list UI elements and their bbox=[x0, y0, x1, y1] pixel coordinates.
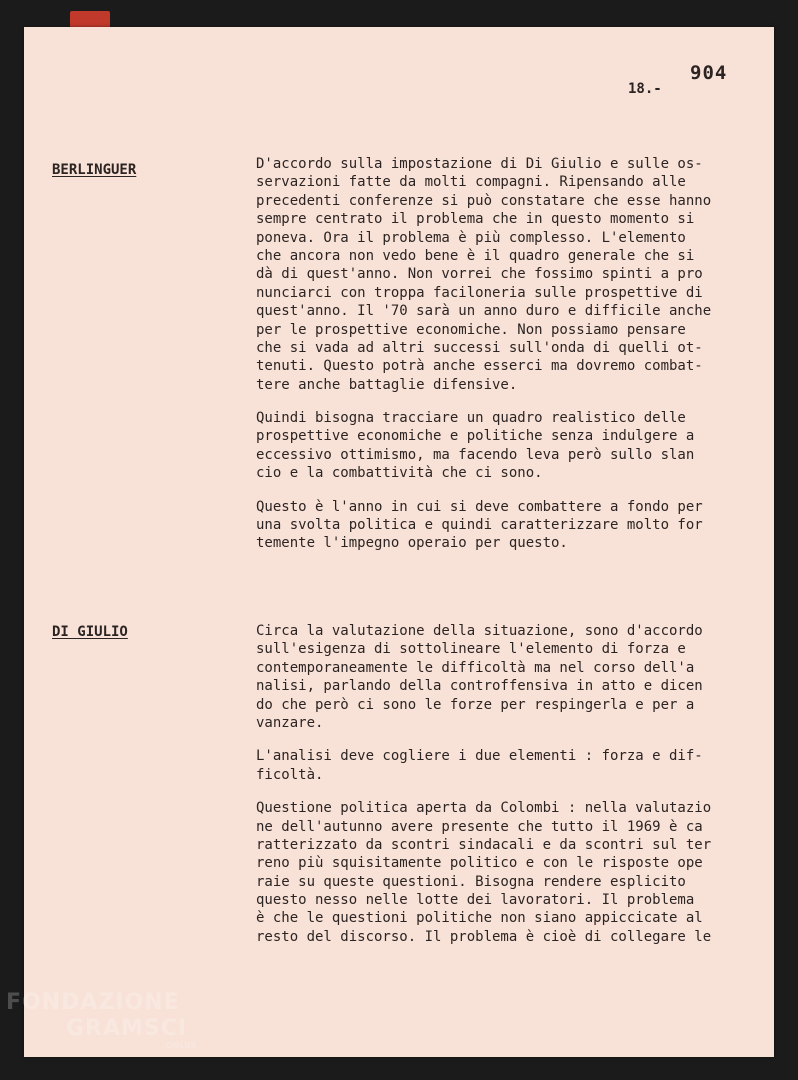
text-line: eccessivo ottimismo, ma facendo leva però sullo slan bbox=[256, 446, 695, 463]
text-line: prospettive economiche e politiche senza indulgere a bbox=[256, 428, 695, 445]
archive-stamp: 904 bbox=[690, 62, 728, 84]
text-line: quest'anno. Il '70 sarà un anno duro e difficile anche bbox=[256, 303, 712, 320]
text-line: tenuti. Questo potrà anche esserci ma dovremo combat- bbox=[256, 358, 703, 375]
text-line: Questione politica aperta da Colombi : nella valutazio bbox=[256, 800, 712, 817]
text-line: ne dell'autunno avere presente che tutto il 1969 è ca bbox=[256, 818, 703, 835]
text-line: contemporaneamente le difficoltà ma nel corso dell'a bbox=[256, 659, 695, 676]
section-di-giulio-text bbox=[256, 622, 776, 946]
text-line: servazioni fatte da molti compagni. Ripensando alle bbox=[256, 174, 686, 191]
watermark-line-3: ONLUS bbox=[166, 1041, 197, 1050]
text-line: Circa la valutazione della situazione, sono d'accordo bbox=[256, 623, 703, 639]
text-line: una svolta politica e quindi caratterizzare molto for bbox=[256, 517, 703, 534]
text-line: nalisi, parlando della controffensiva in atto e dicen bbox=[256, 678, 703, 695]
text-line: che si vada ad altri successi sull'onda di quelli ot- bbox=[256, 339, 703, 356]
text-line: vanzare. bbox=[256, 714, 324, 731]
text-line: sempre centrato il problema che in questo momento si bbox=[256, 211, 695, 228]
text-line: che ancora non vedo bene è il quadro generale che si bbox=[256, 247, 695, 264]
text-line: ficoltà. bbox=[256, 766, 324, 783]
bleed-through bbox=[54, 125, 62, 141]
text-line: temente l'impegno operaio per questo. bbox=[256, 535, 568, 552]
text-line: poneva. Ora il problema è più complesso. L'elemento bbox=[256, 229, 686, 246]
paragraph bbox=[256, 409, 776, 483]
speaker-berlinguer: BERLINGUER bbox=[52, 162, 137, 178]
text-line: tere anche battaglie difensive. bbox=[256, 376, 518, 393]
paragraph bbox=[256, 155, 776, 394]
page-number: 18.- bbox=[628, 81, 662, 97]
paragraph bbox=[256, 622, 776, 732]
text-line: Questo è l'anno in cui si deve combattere a fondo per bbox=[256, 498, 703, 515]
watermark-line-2: GRAMSCI bbox=[66, 1016, 188, 1041]
watermark-logo bbox=[6, 992, 197, 1050]
text-line: sull'esigenza di sottolineare l'elemento di forza e bbox=[256, 641, 686, 658]
text-line: cio e la combattività che ci sono. bbox=[256, 465, 543, 482]
speaker-di-giulio: DI GIULIO bbox=[52, 624, 128, 640]
text-line: questo nesso nelle lotte dei lavoratori. Il problema bbox=[256, 892, 695, 909]
text-line: raie su queste questioni. Bisogna rendere esplicito bbox=[256, 873, 686, 890]
watermark-line-1: FONDAZIONE bbox=[6, 990, 180, 1015]
text-line: reno più squisitamente politico e con le risposte ope bbox=[256, 855, 703, 872]
text-line: resto del discorso. Il problema è cioè di collegare le bbox=[256, 928, 712, 945]
text-line: L'analisi deve cogliere i due elementi : forza e dif- bbox=[256, 748, 703, 765]
text-line: D'accordo sulla impostazione di Di Giulio e sulle os- bbox=[256, 156, 703, 172]
text-line: precedenti conferenze si può constatare che esse hanno bbox=[256, 192, 712, 209]
paragraph bbox=[256, 799, 776, 946]
paragraph bbox=[256, 498, 776, 553]
text-line: Quindi bisogna tracciare un quadro realistico delle bbox=[256, 410, 686, 427]
text-line: do che però ci sono le forze per respingerla e per a bbox=[256, 696, 695, 713]
text-line: dà di quest'anno. Non vorrei che fossimo spinti a pro bbox=[256, 266, 703, 283]
text-line: nunciarci con troppa faciloneria sulle prospettive di bbox=[256, 284, 703, 301]
section-berlinguer-text bbox=[256, 155, 776, 553]
text-line: ratterizzato da scontri sindacali e da scontri sul ter bbox=[256, 836, 712, 853]
text-line: per le prospettive economiche. Non possiamo pensare bbox=[256, 321, 686, 338]
paragraph bbox=[256, 747, 776, 784]
text-line: è che le questioni politiche non siano appiccicate al bbox=[256, 910, 703, 927]
